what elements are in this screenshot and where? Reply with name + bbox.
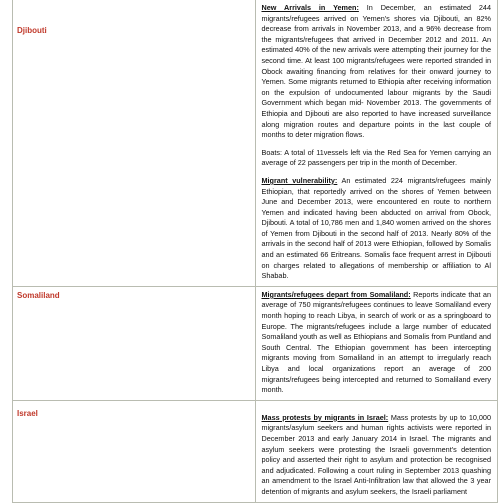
- paragraph-lead: New Arrivals in Yemen:: [261, 3, 359, 12]
- country-updates-table: [12, 0, 498, 503]
- paragraph-text: Boats: A total of 11vessels left via the Red Sea for Yemen carrying an average of 22 passengers per trip in the month of December.: [261, 147, 491, 168]
- paragraph-somaliland-departures: [262, 290, 492, 396]
- country-cell: [13, 0, 256, 286]
- paragraph-text: An estimated 224 migrants/refugees mainly Ethiopian, that reportedly arrived on the shores of Yemen between June and December 2013, were encountered en route to northern Yemen and indicated having been abducted on arrival from Obock, Djibouti. A total of 10,786 men and 1,840 women arrived on the shores of Yemen from Djibouti in the second half of 2013. Nearly 80% of the arrivals in the second half of 2013 were Ethiopian, followed by Somalis and an estimated 66 Eritreans. Somalis face frequent arrest in Djibouti on charges related to allegations of membership or affiliation to Al Shabab.: [261, 175, 491, 281]
- paragraph-lead: Migrant vulnerability:: [261, 175, 338, 185]
- table-row-somaliland: [13, 286, 498, 400]
- paragraph-israel-protests: [262, 413, 492, 498]
- country-label: Djibouti: [17, 26, 47, 35]
- table-row-israel: [13, 400, 498, 502]
- paragraph-boats: [262, 148, 492, 169]
- paragraph-text: Reports indicate that an average of 750 migrants/refugees continues to leave Somaliland every month hoping to reach Libya, in search of work or as a springboard to Europe. The migrants/refugees include a large number of educated Somaliland youth as well as Ethiopians and Somalis from Puntland and South Central. The Ethiopian government has been intercepting migrants moving from Somaliland in an attempt to irregularly reach Libya and local organizations report an average of 200 migrants/refugees being intercepted and returned to Somaliland every month.: [261, 289, 491, 395]
- paragraph-lead: Migrants/refugees depart from Somaliland:: [261, 289, 411, 299]
- paragraph-lead: Mass protests by migrants in Israel:: [261, 412, 389, 422]
- country-cell: [13, 286, 256, 400]
- country-label: Somaliland: [17, 290, 60, 300]
- table-row-djibouti: [13, 0, 498, 286]
- country-cell: [13, 400, 256, 502]
- content-cell: [255, 0, 498, 286]
- country-label: Israel: [17, 408, 38, 418]
- paragraph-migrant-vulnerability: [262, 176, 492, 282]
- paragraph-text: In December, an estimated 244 migrants/refugees arrived on Yemen's shores via Djibouti, an 82% decrease from arrivals in November 2013, and a 96% decrease from the migrants/refugees that arrived in December 2012 and 2011. An estimated 40% of the new arrivals were attempting their journey for the second time. At least 100 migrants/refugees were reported stranded in Obock awaiting financing from relatives for their onward journey to Yemen. Some migrants returned to Ethiopia after receiving information on the expulsion of undocumented labour migrants by the Saudi Government which began mid- November 2013. The governments of Ethiopia and Djibouti are also reported to have increased surveillance along migration routes and departure points in the last couple of months to deter migration flows.: [261, 3, 491, 140]
- content-cell: [255, 286, 498, 400]
- paragraph-new-arrivals: [262, 3, 492, 141]
- content-cell: [255, 400, 498, 502]
- paragraph-text: Mass protests by up to 10,000 migrants/asylum seekers and human rights activists were reported in December 2013 and early January 2014 in Israel. The migrants and asylum seekers were protesting the Israeli government's detention policy and asserted their right to asylum and protection be recognised and adjudicated. Following a court ruling in September 2013 quashing an amendment to the Israel Anti-Infiltration law that allowed the 3 year detention of migrants and asylum seekers, the Israeli parliament: [261, 412, 491, 496]
